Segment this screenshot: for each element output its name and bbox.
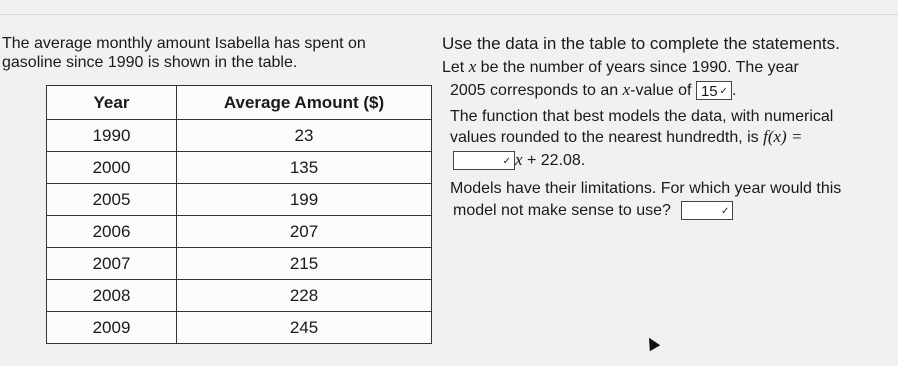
statement-2-line-2 [450,127,802,147]
statement-1 [450,80,736,100]
table-header-row [47,86,432,120]
top-divider [0,14,898,15]
table-row [47,280,432,312]
statement-2-line-1: The function that best models the data, with numerical [450,108,834,125]
gasoline-table [46,85,432,344]
variable-x: x [515,150,523,169]
instructions-heading: Use the data in the table to complete the statements. [442,34,840,53]
table-row [47,120,432,152]
amount-cell: 245 [177,312,432,344]
amount-cell: 23 [177,120,432,152]
s3-text: model not make sense to use? [453,202,671,219]
header-amount: Average Amount ($) [177,86,432,120]
year-dropdown[interactable] [681,201,733,220]
amount-cell: 207 [177,216,432,248]
s2-intercept-text: + 22.08. [522,152,586,169]
chevron-down-icon: ✓ [719,86,728,98]
x-value-selected: 15 [700,83,718,101]
table-row [47,216,432,248]
slope-dropdown[interactable] [453,151,515,170]
variable-x: x [622,80,631,99]
let-text: Let [442,59,469,76]
year-cell: 2005 [47,184,177,216]
year-cell: 2007 [47,248,177,280]
header-year: Year [47,86,177,120]
year-cell: 2008 [47,280,177,312]
intro-line-1: The average monthly amount Isabella has spent on [2,35,366,52]
let-statement [442,57,799,77]
s1-period: . [731,82,737,99]
mouse-cursor-icon [644,335,660,351]
year-cell: 2009 [47,312,177,344]
chevron-down-icon: ✓ [720,206,730,218]
intro-line-2: gasoline since 1990 is shown in the table. [2,54,298,71]
table-row [47,152,432,184]
amount-cell: 199 [177,184,432,216]
function-notation: f(x) = [763,127,803,146]
table-row [47,312,432,344]
statement-3-line-1: Models have their limitations. For which year would this [450,180,842,197]
year-cell: 1990 [47,120,177,152]
table-row [47,184,432,216]
statement-3-line-2 [453,201,733,220]
s1-text: 2005 corresponds to an [450,82,623,99]
year-cell: 2006 [47,216,177,248]
amount-cell: 228 [177,280,432,312]
table-row [47,248,432,280]
s1-text-end: -value of [630,82,692,99]
s2-text: values rounded to the nearest hundredth, is [450,129,764,146]
variable-x: x [468,57,477,76]
chevron-down-icon: ✓ [502,156,511,168]
amount-cell: 215 [177,248,432,280]
x-value-dropdown[interactable] [696,81,732,100]
year-cell: 2000 [47,152,177,184]
problem-intro [2,34,366,72]
let-text-end: be the number of years since 1990. The year [476,59,799,76]
statement-2-line-3 [453,150,585,170]
amount-cell: 135 [177,152,432,184]
